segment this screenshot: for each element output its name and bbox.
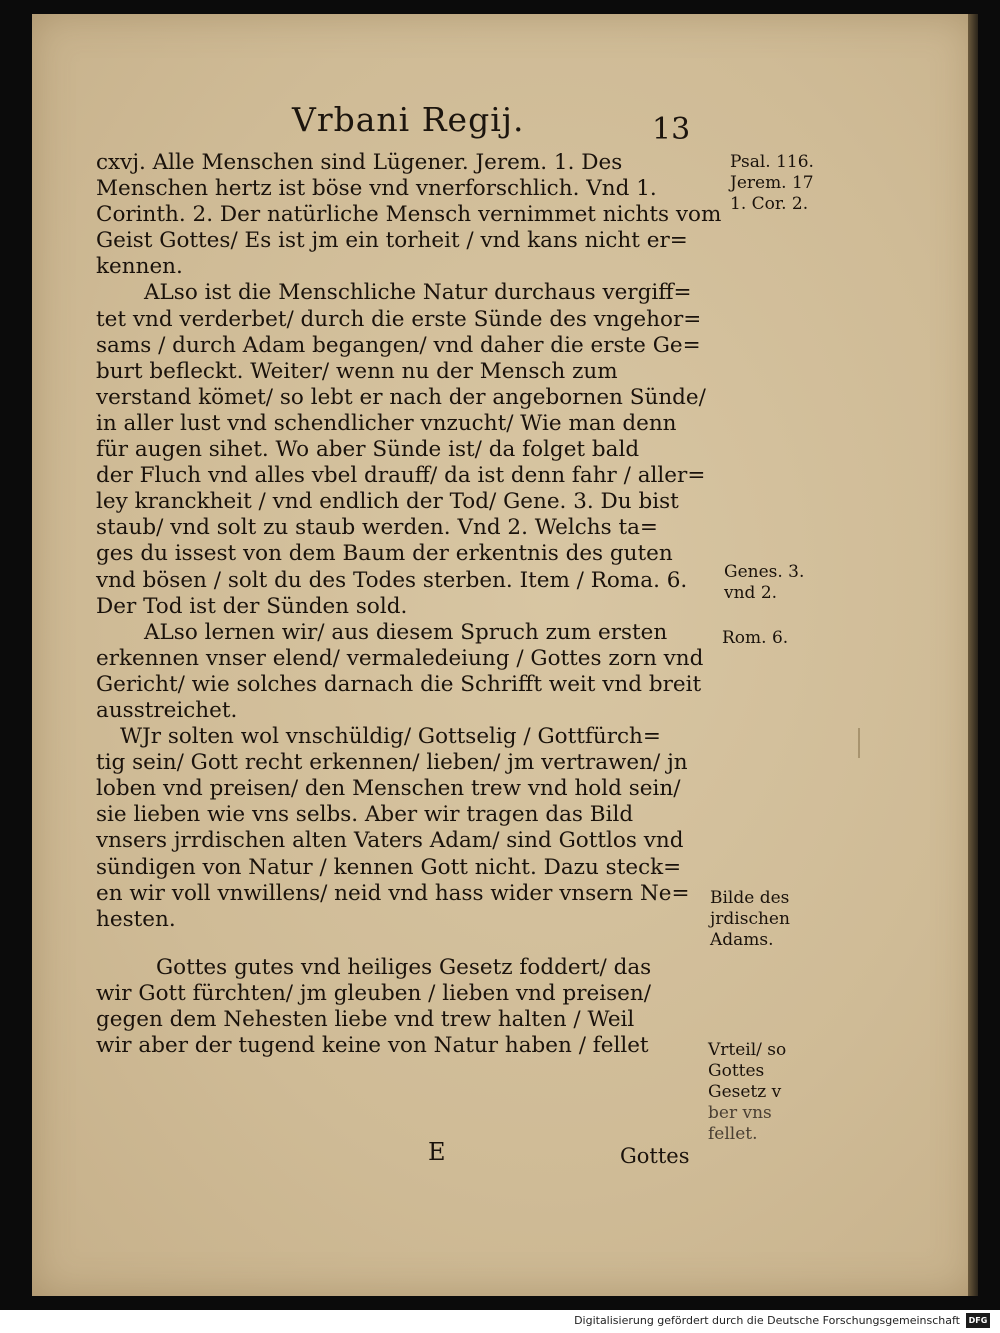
text-line: Menschen hertz ist böse vnd vnerforschlich. Vnd 1. bbox=[96, 176, 657, 202]
text-line: loben vnd preisen/ den Menschen trew vnd hold sein/ bbox=[96, 776, 681, 802]
text-line: ausstreichet. bbox=[96, 697, 238, 723]
margin-note-genesis bbox=[724, 562, 804, 604]
page-number: 13 bbox=[652, 112, 691, 147]
text-line: ley kranckheit / vnd endlich der Tod/ Gene. 3. Du bist bbox=[96, 489, 679, 515]
text-line: WJr solten wol vnschüldig/ Gottselig / Gottfürch= bbox=[120, 724, 661, 750]
text-line: ges du issest von dem Baum der erkentnis des guten bbox=[96, 541, 673, 567]
text-line: wir aber der tugend keine von Natur haben / fellet bbox=[96, 1033, 649, 1059]
body-text bbox=[96, 150, 724, 1059]
text-line: verstand kömet/ so lebt er nach der angebornen Sünde/ bbox=[96, 384, 706, 410]
text-line: tig sein/ Gott recht erkennen/ lieben/ jm vertrawen/ jn bbox=[96, 750, 688, 776]
catchwords bbox=[428, 1138, 728, 1172]
margin-note-references bbox=[730, 152, 814, 215]
text-line: ALso lernen wir/ aus diesem Spruch zum ersten bbox=[144, 619, 668, 645]
margin-note-line: Vrteil/ so bbox=[708, 1040, 787, 1060]
text-line: Gottes gutes vnd heiliges Gesetz foddert/ das bbox=[156, 954, 652, 980]
margin-note-line: Adams. bbox=[710, 930, 774, 950]
page-gutter bbox=[968, 14, 978, 1296]
text-line: Geist Gottes/ Es ist jm ein torheit / vnd kans nicht er= bbox=[96, 228, 688, 254]
text-line: burt befleckt. Weiter/ wenn nu der Mensch zum bbox=[96, 358, 618, 384]
dfg-logo: DFG bbox=[966, 1313, 990, 1328]
margin-note-line: fellet. bbox=[708, 1124, 758, 1144]
margin-note-adam bbox=[710, 888, 790, 951]
margin-note-line: Genes. 3. bbox=[724, 562, 805, 582]
text-line: staub/ vnd solt zu staub werden. Vnd 2. Welchs ta= bbox=[96, 515, 658, 541]
digitization-footer bbox=[0, 1310, 1000, 1333]
text-line: vnsers jrrdischen alten Vaters Adam/ sind Gottlos vnd bbox=[96, 828, 684, 854]
text-line: cxvj. Alle Menschen sind Lügener. Jerem. 1. Des bbox=[96, 150, 623, 175]
text-line: wir Gott fürchten/ jm gleuben / lieben vnd preisen/ bbox=[96, 980, 651, 1006]
text-line: erkennen vnser elend/ vermaledeiung / Gottes zorn vnd bbox=[96, 645, 704, 671]
text-line: sündigen von Natur / kennen Gott nicht. Dazu steck= bbox=[96, 854, 682, 880]
margin-note-line: vnd 2. bbox=[724, 583, 778, 603]
text-line: Gericht/ wie solches darnach die Schrifft weit vnd breit bbox=[96, 671, 702, 697]
margin-note-line: Gesetz v bbox=[708, 1082, 782, 1102]
margin-note-line: Bilde des bbox=[710, 888, 790, 908]
running-title: Vrbani Regij. bbox=[292, 100, 525, 139]
paper-mark bbox=[858, 728, 860, 758]
text-line: der Fluch vnd alles vbel drauff/ da ist denn fahr / aller= bbox=[96, 463, 706, 489]
signature-mark: E bbox=[428, 1138, 446, 1166]
text-line: Der Tod ist der Sünden sold. bbox=[96, 593, 408, 619]
margin-note-line: Jerem. 17 bbox=[730, 173, 814, 193]
text-line: ALso ist die Menschliche Natur durchaus vergiff= bbox=[144, 280, 692, 306]
margin-note-line: 1. Cor. 2. bbox=[730, 194, 809, 214]
text-line: hesten. bbox=[96, 906, 176, 932]
margin-note-judgment bbox=[708, 1040, 786, 1145]
text-line: Corinth. 2. Der natürliche Mensch vernimmet nichts vom bbox=[96, 202, 722, 228]
text-line: in aller lust vnd schendlicher vnzucht/ Wie man denn bbox=[96, 410, 677, 436]
margin-note-romans: Rom. 6. bbox=[722, 628, 789, 648]
text-line: kennen. bbox=[96, 254, 183, 280]
text-line: vnd bösen / solt du des Todes sterben. Item / Roma. 6. bbox=[96, 567, 688, 593]
text-line: sams / durch Adam begangen/ vnd daher die erste Ge= bbox=[96, 332, 701, 358]
margin-note-line: Psal. 116. bbox=[730, 152, 814, 172]
margin-note-line: jrdischen bbox=[710, 909, 790, 929]
margin-note-line: ber vns bbox=[708, 1103, 772, 1123]
margin-note-line: Gottes bbox=[708, 1061, 765, 1081]
footer-credit: Digitalisierung gefördert durch die Deutsche Forschungsgemeinschaft bbox=[574, 1314, 960, 1327]
text-line: gegen dem Nehesten liebe vnd trew halten / Weil bbox=[96, 1007, 635, 1032]
text-line: en wir voll vnwillens/ neid vnd hass wider vnsern Ne= bbox=[96, 880, 690, 906]
text-line: tet vnd verderbet/ durch die erste Sünde des vngehor= bbox=[96, 306, 702, 332]
catchword: Gottes bbox=[620, 1144, 690, 1168]
text-line: sie lieben wie vns selbs. Aber wir tragen das Bild bbox=[96, 802, 634, 828]
text-line: für augen sihet. Wo aber Sünde ist/ da folget bald bbox=[96, 437, 640, 463]
